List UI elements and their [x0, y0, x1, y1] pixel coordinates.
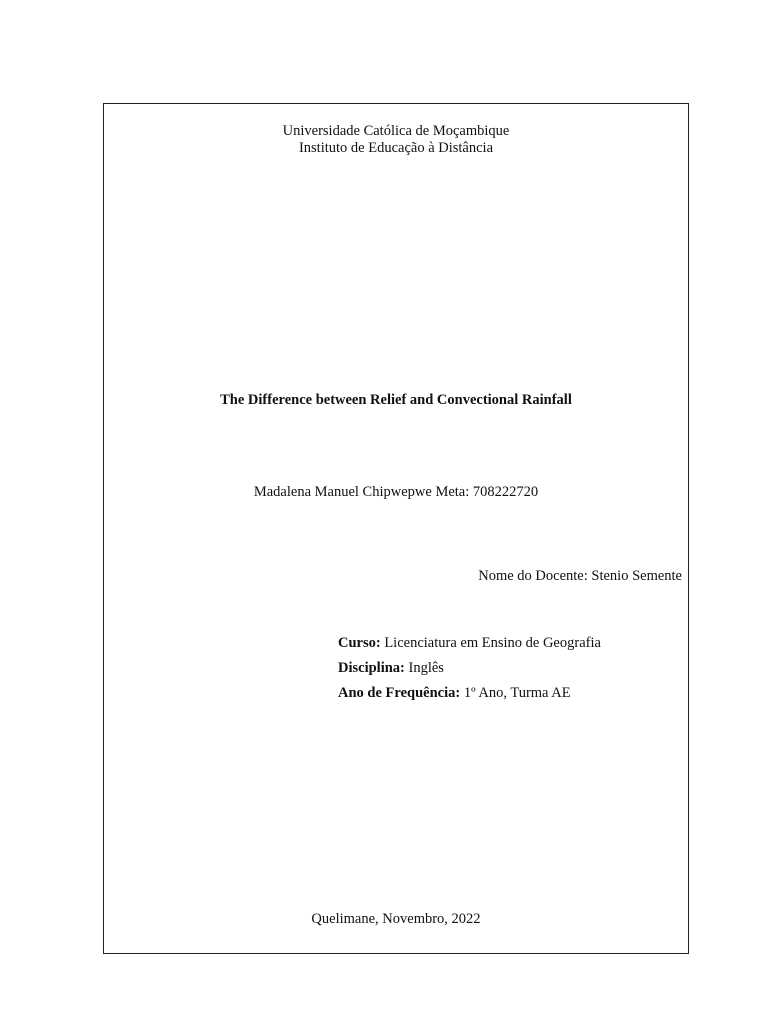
teacher-line: Nome do Docente: Stenio Semente	[478, 568, 682, 584]
year-row	[338, 685, 571, 702]
page-border	[103, 103, 689, 954]
place-date: Quelimane, Novembro, 2022	[311, 911, 481, 927]
discipline-row	[338, 660, 444, 677]
author-line: Madalena Manuel Chipwepwe Meta: 708222720	[253, 484, 539, 500]
course-label: Curso:	[338, 635, 381, 651]
year-value: 1º Ano, Turma AE	[463, 685, 571, 701]
course-value: Licenciatura em Ensino de Geografia	[384, 635, 601, 651]
discipline-value: Inglês	[408, 660, 444, 676]
course-row	[338, 635, 601, 652]
document-title: The Difference between Relief and Convectional Rainfall	[220, 392, 572, 408]
institute-name: Instituto de Educação à Distância	[298, 140, 494, 156]
university-name: Universidade Católica de Moçambique	[282, 123, 510, 139]
discipline-label: Disciplina:	[338, 660, 405, 676]
year-label: Ano de Frequência:	[338, 685, 461, 701]
